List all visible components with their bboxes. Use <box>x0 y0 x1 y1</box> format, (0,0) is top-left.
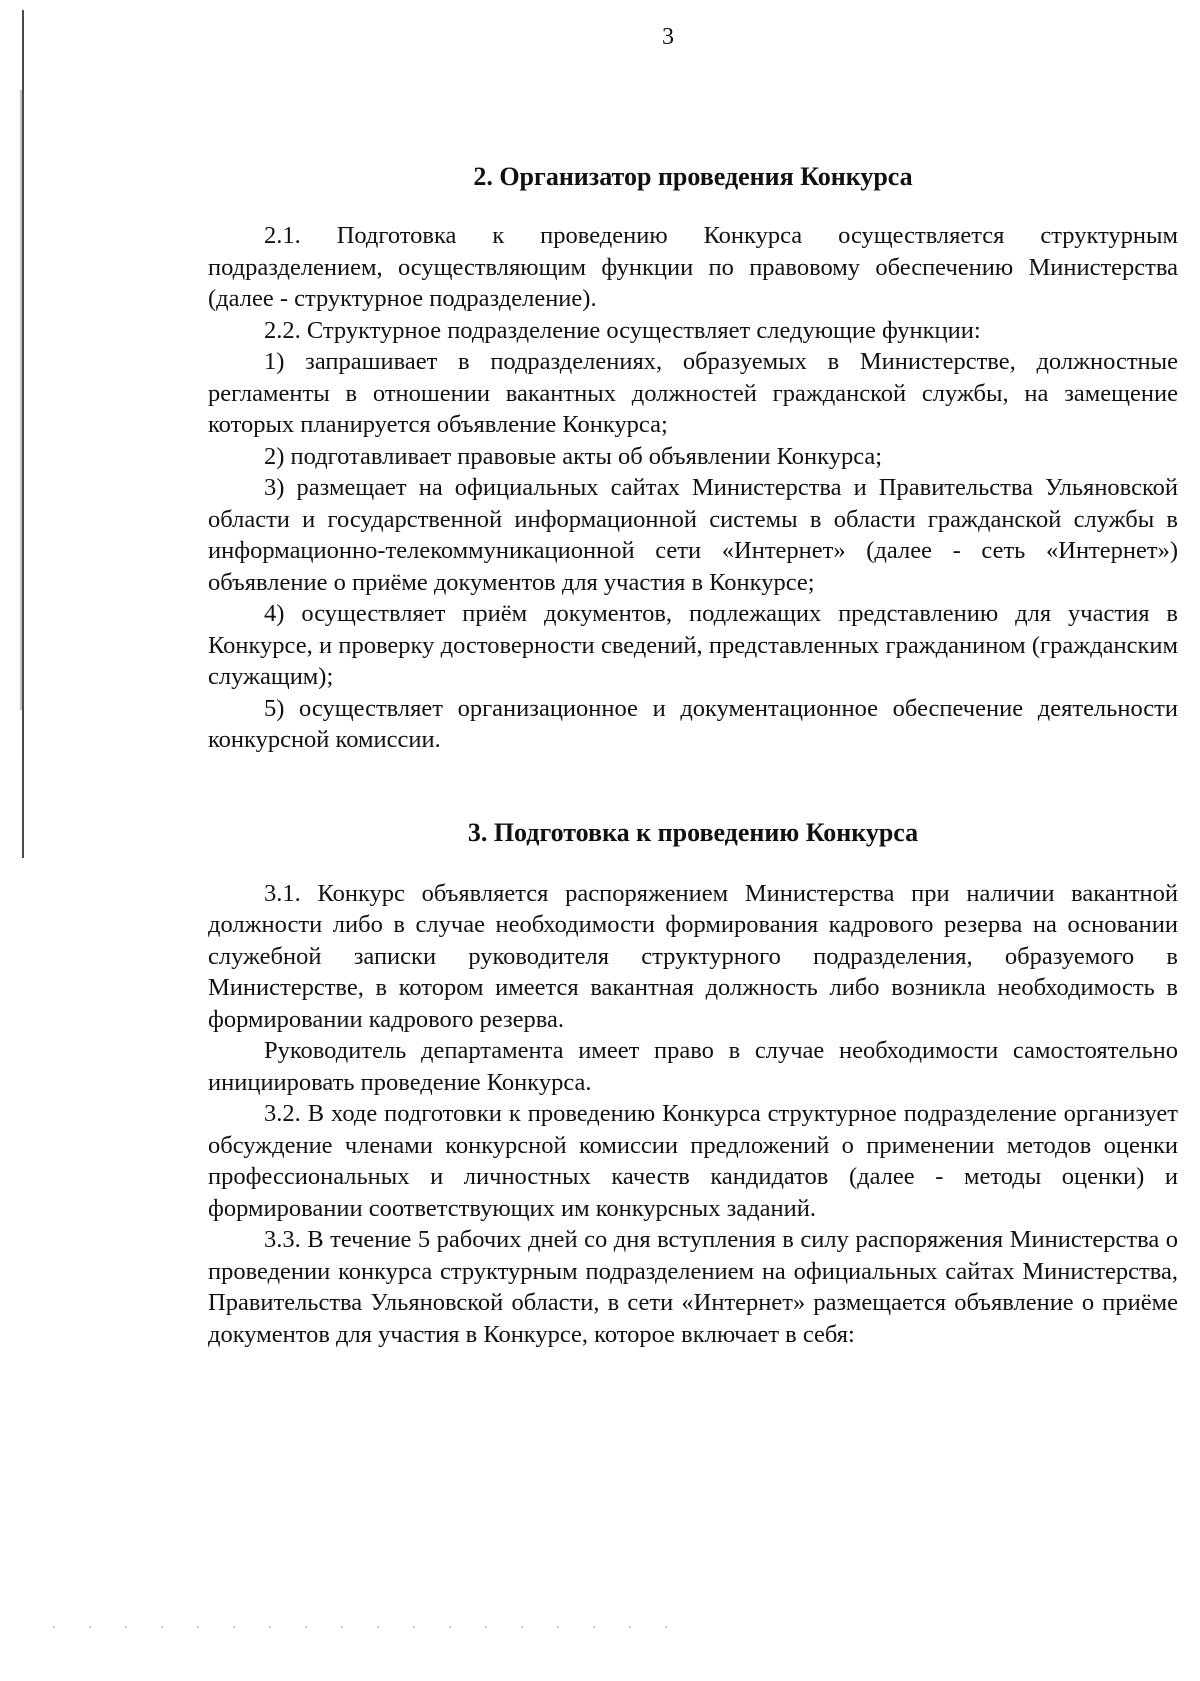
paragraph-2-1: 2.1. Подготовка к проведению Конкурса осуществляется структурным подразделением, осуществляющим функции по правовому обеспечению Министерства (далее - структурное подразделение). <box>208 222 1178 312</box>
page-number: 3 <box>662 24 674 50</box>
list-item-2-2-1: 1) запрашивает в подразделениях, образуемых в Министерстве, должностные регламенты в отношении вакантных должностей гражданской службы, на замещение которых планируется объявление Конкурса; <box>208 348 1178 438</box>
section-3-heading: 3. Подготовка к проведению Конкурса <box>467 817 919 847</box>
document-body <box>208 162 1178 1350</box>
section-2-heading: 2. Организатор проведения Конкурса <box>473 162 913 191</box>
paragraph-2-2: 2.2. Структурное подразделение осуществляет следующие функции: <box>264 316 981 344</box>
paragraph-3-2: 3.2. В ходе подготовки к проведению Конкурса структурное подразделение организует обсуждение членами конкурсной комиссии предложений о применении методов оценки профессиональных и личностных качеств кандидатов (далее - методы оценки) и формировании соответствующих им конкурсных заданий. <box>208 1100 1178 1222</box>
scan-noise-dots <box>36 1626 676 1628</box>
binding-edge-mark <box>22 10 24 858</box>
paragraph-3-1-cont: Руководитель департамента имеет право в случае необходимости самостоятельно инициировать проведение Конкурса. <box>208 1037 1178 1096</box>
list-item-2-2-5: 5) осуществляет организационное и документационное обеспечение деятельности конкурсной комиссии. <box>208 694 1178 753</box>
paragraph-3-1: 3.1. Конкурс объявляется распоряжением Министерства при наличии вакантной должности либо в случае необходимости формирования кадрового резерва на основании служебной записки руководителя структурного подразделения, образуемого в Министерстве, в котором имеется вакантная должность либо возникла необходимость в формировании кадрового резерва. <box>208 879 1178 1033</box>
list-item-2-2-4: 4) осуществляет приём документов, подлежащих представлению для участия в Конкурсе, и проверку достоверности сведений, представленных гражданином (гражданским служащим); <box>208 600 1178 690</box>
list-item-2-2-3: 3) размещает на официальных сайтах Министерства и Правительства Ульяновской области и государственной информационной системы в области гражданской службы в информационно-телекоммуникационной сети «Интернет» (далее - сеть «Интернет») объявление о приёме документов для участия в Конкурсе; <box>208 474 1178 596</box>
paragraph-3-3: 3.3. В течение 5 рабочих дней со дня вступления в силу распоряжения Министерства о проведении конкурса структурным подразделением на официальных сайтах Министерства, Правительства Ульяновской области, в сети «Интернет» размещается объявление о приёме документов для участия в Конкурсе, которое включает в себя: <box>208 1226 1178 1348</box>
list-item-2-2-2: 2) подготавливает правовые акты об объявлении Конкурса; <box>264 442 883 470</box>
